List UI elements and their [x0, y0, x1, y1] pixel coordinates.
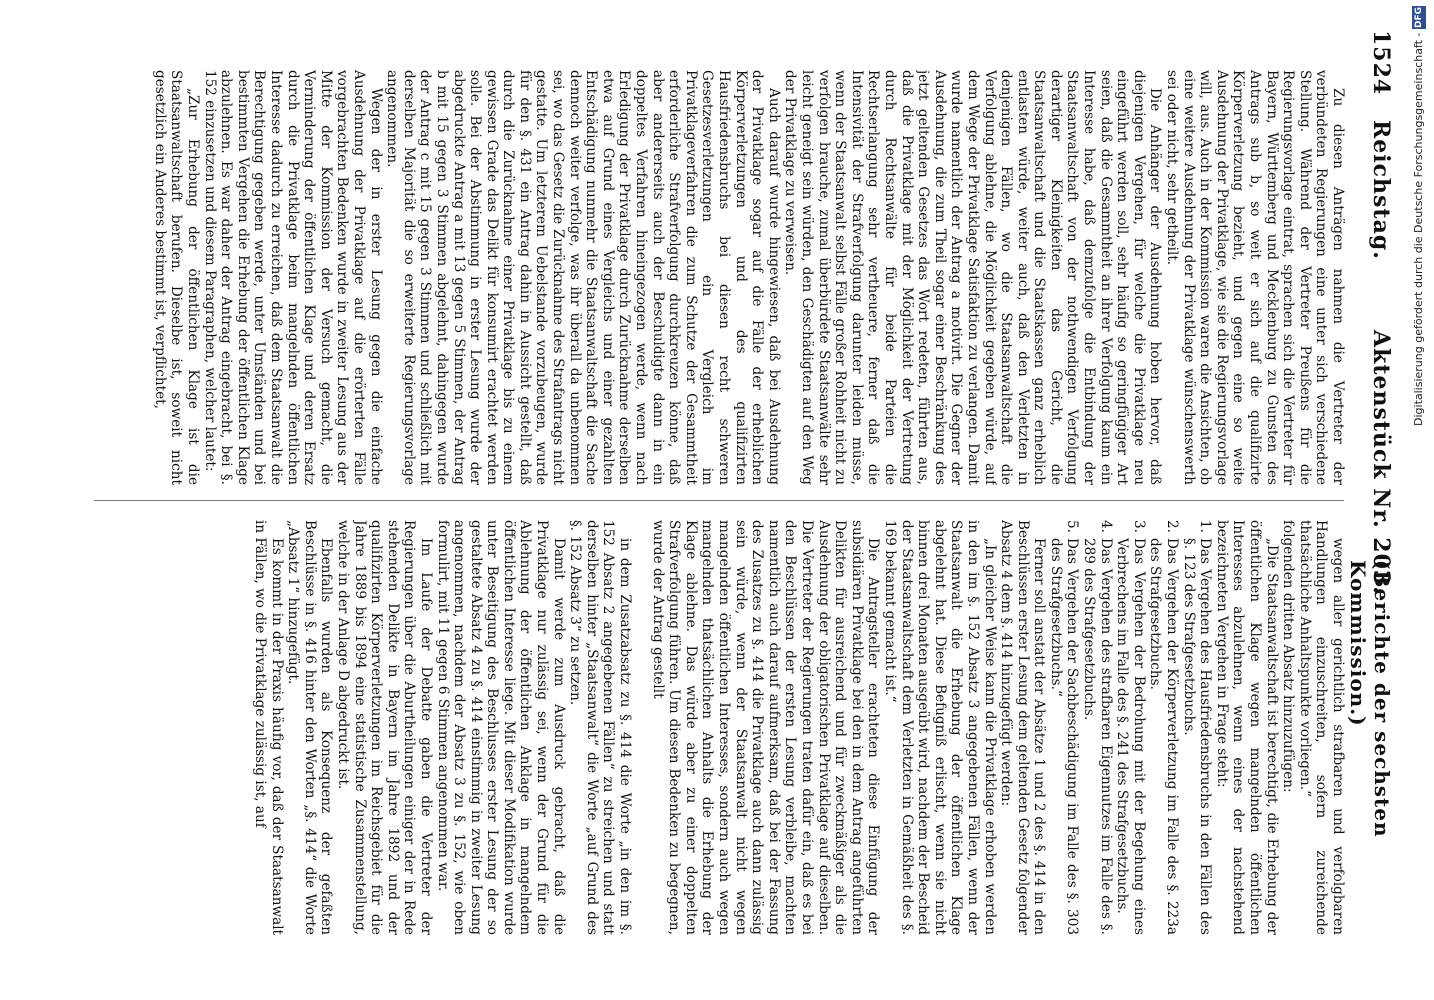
- column-right: [76, 520, 1346, 935]
- list-number: 5.: [1064, 520, 1081, 533]
- list-text: Das Vergehen der Bedrohung mit der Begehung eines Verbrechens im Falle des §. 241 des Strafgesetzbuchs.: [1114, 538, 1147, 935]
- running-head-center: Aktenstück Nr. 203.: [1368, 330, 1394, 595]
- paragraph: folgenden dritten Absatz hinzuzufügen:: [1280, 520, 1297, 793]
- digitization-credit: [1412, 6, 1428, 994]
- paragraph: in dem Zusatzabsatz zu §. 414 die Worte „in den im §. 152 Absatz 2 angegebenen Fällen“ zu streichen und statt derselben hinter „Staatsanwalt“ die Worte „auf Grund des §. 152 Absatz 3“ zu setzen.: [567, 520, 634, 935]
- list-number: 4.: [1097, 520, 1114, 533]
- list-number: 3.: [1130, 520, 1147, 533]
- list-text: Das Vergehen des strafbaren Eigennutzes im Falle des §. 289 des Strafgesetzbuchs.: [1081, 538, 1114, 935]
- list-item: [1081, 520, 1114, 935]
- paragraph: Auch darauf wurde hingewiesen, daß bei Ausdehnung der Privatklage sogar auf die Fälle der erheblichen Körperverletzungen und des qualifizirten Hausfriedensbruchs bei diesen recht schweren Gesetzesverletzungen ein Vergleich im Privatklageverfahren die zum Schutze der Gesammtheit erforderliche Strafverfolgung durchkreuzen könne, daß aber andererseits auch der Beschuldigte dann in ein doppeltes Verfahren hineingezogen werde, wenn nach Erledigung der Privatklage durch Zurücknahme derselben etwa auf Grund eines Vergleichs und einer gezahlten Entschädigung nunmehr die Staatsanwaltschaft die Sache dennoch weiter verfolge, was ihr überall da unbenommen sei, wo das Gesetz die Zurücknahme des Strafantrags nicht gestatte. Um letzterem Uebelstande vorzubeugen, wurde für den §. 431 ein Antrag dahin in Aussicht gestellt, daß durch die Zurücknahme einer Privatklage bis zu einem gewissen Grade das Delikt für konsumirt erachtet werden solle. Bei der Abstimmung in erster Lesung wurde der abgedruckte Antrag a mit 13 gegen 5 Stimmen, der Antrag b mit 15 gegen 3 Stimmen abgelehnt, dahingegen wurde der Antrag c mit 15 gegen 3 Stimmen und schließlich mit derselben Majorität die so erweiterte Regierungsvorlage angenommen.: [384, 70, 782, 485]
- paragraph: Ebenfalls wurden als Konsequenz der gefaßten Beschlüsse in §. 416 hinter den Worten „§. 414“ die Worte „Absatz 1“ hinzugefügt.: [285, 520, 335, 935]
- spacer: [633, 520, 649, 935]
- paragraph: „Zur Erhebung der öffentlichen Klage ist die Staatsanwaltschaft berufen. Dieselbe ist, soweit nicht gesetzlich ein Anderes bestimmt ist, verpflichtet,: [151, 70, 202, 485]
- list-text: Das Vergehen der Sachbeschädigung im Falle des §. 303 des Strafgesetzbuchs.“: [1047, 538, 1081, 935]
- paragraph: Im Laufe der Debatte gaben die Vertreter der Regierungen über die Aburtheilungen einiger der in Rede stehenden Delikte in Bayern im Jahre 1892 und der qualifizirten Körperverletzungen im Reichsgebiet für die Jahre 1889 bis 1894 eine statistische Zusammenstellung, welche in der Anlage D abgedruckt ist.: [334, 520, 434, 935]
- page-number: 1524: [1368, 30, 1394, 96]
- paragraph: Die Anhänger der Ausdehnung hoben hervor, daß diejenigen Vergehen, für welche die Privatklage neu eingeführt werden soll, sehr häufig so geringfügiger Art seien, daß die Gesammtheit an ihrer Verfolgung kaum ein Interesse habe, daß demzufolge die Entbindung der Staatsanwaltschaft von der nothwendigen Verfolgung derartiger Kleinigkeiten das Gericht, die Staatsanwaltschaft und die Staatskassen ganz erheblich entlasten würde, weiter auch, daß den Verletzten in denjenigen Fällen, wo die Staatsanwaltschaft die Verfolgung ablehne, die Möglichkeit gegeben würde, auf dem Wege der Privatklage Satisfaktion zu verlangen. Damit wurde namentlich der Antrag a motivirt. Die Gegner der Ausdehnung, die zum Theil sogar einer Beschränkung des jetzt geltenden Gesetzes das Wort redeten, führten aus, daß die Privatklage mit der Möglichkeit der Vertretung durch Rechtsanwälte für beide Parteien die Rechtserlangung sehr vertheuere, ferner daß die Intensivität der Strafverfolgung darunter leiden müsse, wenn der Staatsanwalt selbst Fälle großer Rohheit nicht zu verfolgen brauche, zumal überbürdete Staatsanwälte sehr leicht geneigt sein würden, den Geschädigten auf den Weg der Privatklage zu verweisen.: [782, 70, 1164, 485]
- paragraph: Wegen der in erster Lesung gegen die einfache Ausdehnung der Privatklage auf die erörterten Fälle vorgebrachten Bedenken wurde in zweiter Lesung aus der Mitte der Kommission der Versuch gemacht, die Verminderung der öffentlichen Klage und deren Ersatz durch die Privatklage beim mangelnden öffentlichen Interesse dadurch zu erreichen, daß dem Staatsanwalt die Berechtigung gegeben werde, unter Umständen und bei bestimmten Vergehen die Erhebung der öffentlichen Klage abzulehnen. Es war daher der Antrag eingebracht, bei §. 152 einzusetzen und diesem Paragraphen, welcher lautet:: [201, 70, 384, 485]
- list-item: [1180, 520, 1213, 935]
- paragraph: Zu diesen Anträgen nahmen die Vertreter der verbündeten Regierungen eine unter sich verschiedene Stellung. Während der Vertreter Preußens für die Regierungsvorlage eintrat, sprachen sich die Vertreter für Bayern, Württemberg und Mecklenburg zu Gunsten des Antrags sub b, so weit er sich auf die qualifizirte Körperverletzung bezieht, und gegen eine so weite Ausdehnung der Privatklage, wie sie die Regierungsvorlage will, aus. Auch in der Kommission waren die Ansichten, ob eine weitere Ausdehnung der Privatklage wünschenswerth sei oder nicht, sehr getheilt.: [1164, 70, 1346, 485]
- list-item: [1047, 520, 1080, 935]
- running-head-right: (Berichte der sechsten Kommission.): [1346, 560, 1394, 838]
- list-item: [1114, 520, 1147, 935]
- credit-text: Digitalisierung gefördert durch die Deutsche Forschungsgemeinschaft -: [1412, 32, 1425, 426]
- paragraph: Die Antragsteller erachteten diese Einfügung der subsidiären Privatklage bei den in dem Antrag angeführten Delikten für ausreichend und für zweckmäßiger als die Ausdehnung der obligatorischen Privatklage auf dieselben. Die Vertreter der Regierungen traten dafür ein, daß es bei den Beschlüssen der ersten Lesung verbleibe, machten namentlich auch darauf aufmerksam, daß bei der Fassung des Zusatzes zu §. 414 die Privatklage auch dann zulässig sein würde, wenn der Staatsanwalt nicht wegen mangelnden öffentlichen Interesses, sondern auch wegen mangelnden thatsächlichen Anhalts die Erhebung der Klage ablehne. Das würde aber zu einer doppelten Strafverfolgung führen. Um diesen Bedenken zu begegnen, wurde der Antrag gestellt: [649, 520, 882, 935]
- list-item: [1147, 520, 1180, 935]
- quoted-paragraph: „Die Staatsanwaltschaft ist berechtigt, die Erhebung der öffentlichen Klage wegen mangelnden öffentlichen Interesses abzulehnen, wenn eines der nachstehend bezeichneten Vergehen in Frage steht:: [1213, 520, 1280, 935]
- list-number: 1.: [1197, 520, 1214, 533]
- paragraph: Damit werde zum Ausdruck gebracht, daß die Privatklage nur zulässig sei, wenn der Grund für die Ablehnung der öffentlichen Anklage in mangelndem öffentlichen Interesse liege. Mit dieser Modifikation wurde unter Beseitigung des Beschlusses erster Lesung der so gestaltete Absatz 4 zu §. 414 einstimmig in zweiter Lesung angenommen, nachdem der Absatz 3 zu §. 152, wie oben formulirt, mit 11 gegen 6 Stimmen angenommen war.: [434, 520, 567, 935]
- paragraph: wegen aller gerichtlich strafbaren und verfolgbaren Handlungen einzuschreiten, sofern zureichende thatsächliche Anhaltspunkte vorliegen.“: [1296, 520, 1346, 935]
- paragraph: „In gleicher Weise kann die Privatklage erhoben werden in den im §. 152 Absatz 3 angegebenen Fällen, wenn der Staatsanwalt die Erhebung der öffentlichen Klage abgelehnt hat. Diese Befugniß erlischt, wenn sie nicht binnen drei Monaten ausgeübt wird, nachdem der Bescheid der Staatsanwaltschaft dem Verletzten in Gemäßheit des §. 169 bekannt gemacht ist.“: [881, 520, 998, 935]
- column-divider: [94, 500, 1344, 501]
- list-text: Das Vergehen des Hausfriedensbruchs in den Fällen des §. 123 des Strafgesetzbuchs.: [1180, 538, 1214, 935]
- list-text: Das Vergehen der Körperverletzung im Falle des §. 223a des Strafgesetzbuchs.: [1147, 538, 1181, 935]
- running-head-left: Reichstag.: [1368, 120, 1394, 260]
- column-left: [76, 70, 1346, 485]
- paragraph: Es kommt in der Praxis häufig vor, daß der Staatsanwalt in Fällen, wo die Privatklage zulässig ist, auf: [252, 520, 285, 935]
- list-number: 2.: [1164, 520, 1181, 533]
- dfg-logo: DFG: [1414, 7, 1424, 29]
- paragraph: Ferner soll anstatt der Absätze 1 und 2 des §. 414 in den Beschlüssen erster Lesung dem geltenden Gesetz folgender Absatz 4 dem §. 414 hinzugefügt werden:: [998, 520, 1048, 935]
